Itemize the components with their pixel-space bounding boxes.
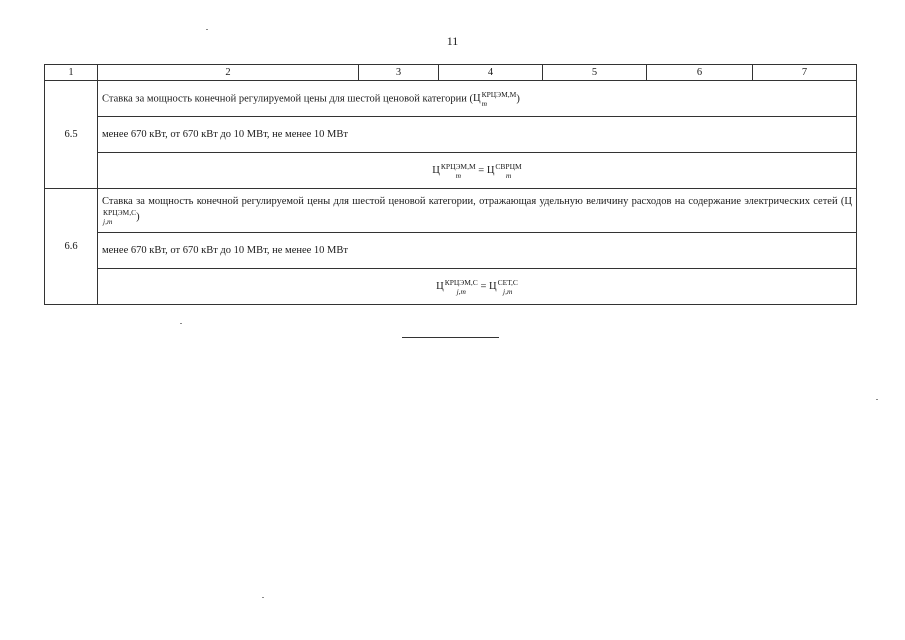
column-header: 4 — [439, 65, 543, 81]
row-number: 6.5 — [45, 81, 98, 189]
formula-rhs: Ц СЕТ,С j,m — [488, 277, 518, 296]
formula-equals: = — [480, 280, 487, 292]
footer-divider — [402, 337, 499, 338]
row-range: менее 670 кВт, от 670 кВт до 10 МВт, не менее 10 МВт — [98, 117, 857, 153]
table-row — [45, 269, 857, 305]
tariff-table — [44, 64, 857, 305]
formula-rhs: Ц СВРЦМ m — [486, 161, 522, 180]
column-header: 5 — [543, 65, 647, 81]
row-formula — [98, 269, 857, 305]
column-header: 1 — [45, 65, 98, 81]
title-text: Ставка за мощность конечной регулируемой цены для шестой ценовой категории ( — [102, 92, 473, 104]
row-title: Ставка за мощность конечной регулируемой цены для шестой ценовой категории (Ц КРЦЭМ,М m ) — [98, 81, 857, 117]
scan-speck — [262, 597, 264, 598]
table-row — [45, 117, 857, 153]
column-header: 7 — [753, 65, 857, 81]
scan-speck — [876, 399, 878, 400]
row-title: Ставка за мощность конечной регулируемой цены для шестой ценовой категории, отражающая удельную величину расходов на содержание электрических сетей (Ц КРЦЭМ,С j,m ) — [98, 189, 857, 233]
formula-lhs: Ц КРЦЭМ,С j,m — [436, 277, 478, 296]
formula-lhs: Ц КРЦЭМ,М m — [432, 161, 476, 180]
table-row — [45, 153, 857, 189]
row-range: менее 670 кВт, от 670 кВт до 10 МВт, не менее 10 МВт — [98, 233, 857, 269]
row-formula — [98, 153, 857, 189]
title-symbol: Ц КРЦЭМ,М m — [473, 89, 517, 108]
column-header: 6 — [647, 65, 753, 81]
column-header: 2 — [98, 65, 359, 81]
table-header-row — [45, 65, 857, 81]
column-header: 3 — [359, 65, 439, 81]
title-text: Ставка за мощность конечной регулируемой цены для шестой ценовой категории, отражающая удельную величину расходов на содержание электрических сетей ( — [102, 196, 845, 207]
scan-speck — [180, 323, 182, 324]
table-row — [45, 233, 857, 269]
table-row — [45, 189, 857, 233]
table-row — [45, 81, 857, 117]
scan-speck — [206, 29, 208, 30]
formula-equals: = — [478, 164, 485, 176]
title-symbol: Ц КРЦЭМ,С j,m — [103, 196, 852, 226]
page-number: 11 — [446, 34, 459, 48]
row-number: 6.6 — [45, 189, 98, 305]
